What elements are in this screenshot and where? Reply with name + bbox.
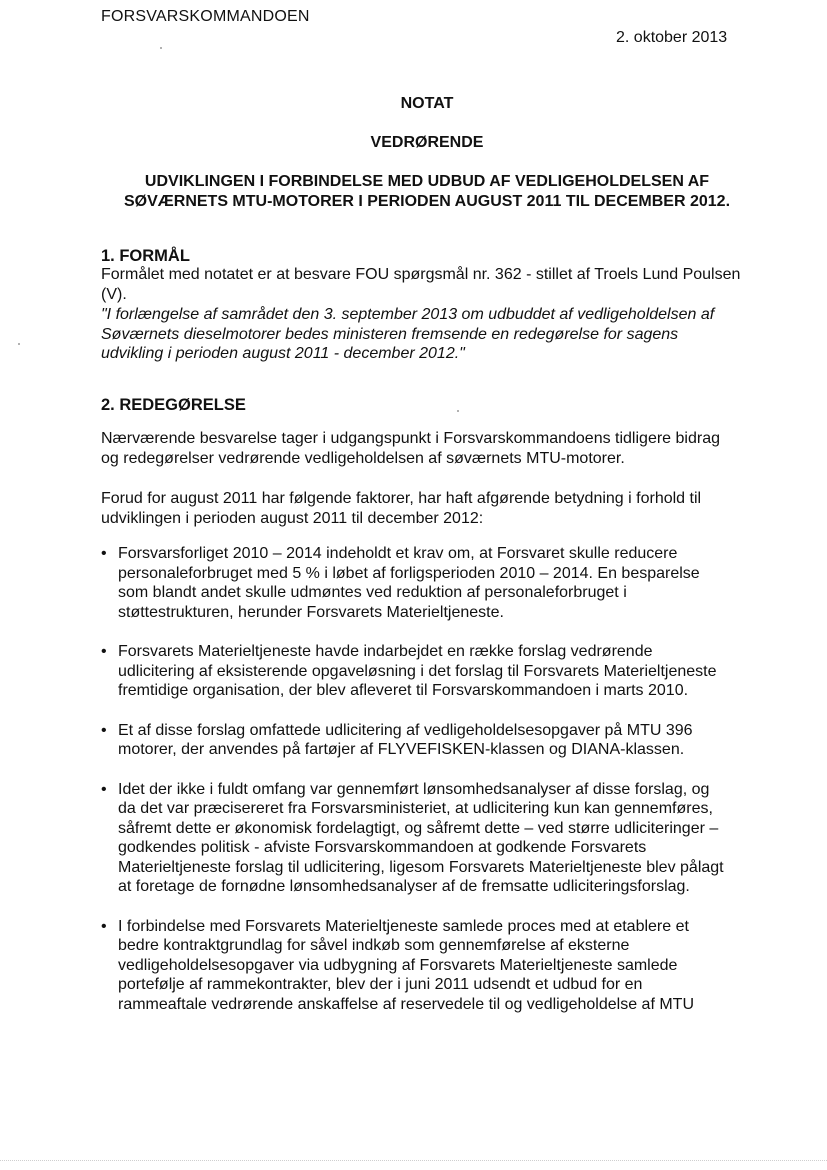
- bullet-icon: •: [101, 780, 107, 798]
- subject-line-2: SØVÆRNETS MTU-MOTORER I PERIODEN AUGUST 2011 TIL DECEMBER 2012.: [123, 193, 731, 210]
- bullet-list: [101, 544, 731, 1034]
- section-2-paragraph-2: Forud for august 2011 har følgende faktorer, har haft afgørende betydning i forhold til udviklingen i perioden august 2011 til december 2012:: [101, 490, 702, 527]
- scan-speck: [160, 47, 162, 49]
- bullet-icon: •: [101, 643, 107, 660]
- bullet-item: [101, 721, 731, 760]
- bullet-text: Forsvarets Materieltjeneste havde indarbejdet en række forslag vedrørende udlicitering af eksisterende opgaveløsning i det forslag til Forsvarets Materieltjeneste fremtidige organisation, der blev afleveret til Forsvarskommandoen i marts 2010.: [118, 643, 717, 699]
- bullet-text: Forsvarsforliget 2010 – 2014 indeholdt et krav om, at Forsvaret skulle reducere personaleforbruget med 5 % i løbet af forligsperioden 2010 – 2014. En besparelse som blandt andet skulle udmøntes ved reduktion af personaleforbruget i støttestrukturen, herunder Forsvarets Materieltjeneste.: [118, 545, 700, 621]
- section-2-paragraph-1: Nærværende besvarelse tager i udgangspunkt i Forsvarskommandoens tidligere bidrag og redegørelser vedrørende vedligeholdelsen af søværnets MTU-motorer.: [101, 430, 720, 467]
- document-date: 2. oktober 2013: [616, 29, 728, 46]
- section-2-heading: 2. REDEGØRELSE: [101, 396, 246, 414]
- document-type-title: NOTAT: [400, 95, 454, 112]
- bullet-text: I forbindelse med Forsvarets Materieltjeneste samlede proces med at etablere et bedre kontraktgrundlag for såvel indkøb som gennemførelse af eksterne vedligeholdelsesopgaver via udbygning af Forsvarets Materieltjeneste samlede portefølje af rammekontrakter, blev der i juni 2011 udsendt et udbud for en rammeaftale vedrørende anskaffelse af reservedele til og vedligeholdelse af MTU: [118, 917, 694, 1013]
- scan-edge: [0, 1160, 827, 1161]
- bullet-icon: •: [101, 545, 107, 562]
- bullet-text: Et af disse forslag omfattede udlicitering af vedligeholdelsesopgaver på MTU 396 motorer, der anvendes på fartøjer af FLYVEFISKEN-klassen og DIANA-klassen.: [118, 721, 693, 758]
- scan-speck: [457, 410, 459, 412]
- section-1-text: Formålet med notatet er at besvare FOU spørgsmål nr. 362 - stillet af Troels Lund Poulsen (V).: [101, 266, 741, 303]
- scan-speck: [18, 343, 20, 345]
- section-1-quote: "I forlængelse af samrådet den 3. september 2013 om udbuddet af vedligeholdelsen af Søværnets dieselmotorer bedes ministeren fremsende en redegørelse for sagens udvikling i perioden august 2011 - december 2012.": [101, 306, 715, 362]
- section-1-heading: 1. FORMÅL: [101, 247, 190, 265]
- regarding-label: VEDRØRENDE: [370, 134, 484, 151]
- subject-heading: [101, 172, 753, 212]
- bullet-item: [101, 642, 731, 701]
- header-organization: FORSVARSKOMMANDOEN: [101, 8, 310, 25]
- bullet-text: Idet der ikke i fuldt omfang var gennemført lønsomhedsanalyser af disse forslag, og da det var præcisereret fra Forsvarsministeriet, at udlicitering kun kan gennemføres, såfremt dette er økonomisk fordelagtigt, og såfremt dette – ved større udliciteringer – godkendes politisk - afviste Forsvarskommandoen at godkende Forsvarets Materieltjeneste forslag til udlicitering, ligesom Forsvarets Materieltjeneste blev pålagt at foretage de fornødne lønsomhedsanalyser af de fremsatte udliciteringsforslag.: [118, 780, 724, 895]
- bullet-item: [101, 917, 731, 1015]
- bullet-icon: •: [101, 721, 107, 739]
- bullet-item: [101, 780, 731, 897]
- subject-line-1: UDVIKLINGEN I FORBINDELSE MED UDBUD AF VEDLIGEHOLDELSEN AF: [144, 173, 710, 190]
- bullet-item: [101, 544, 731, 622]
- bullet-icon: •: [101, 917, 107, 935]
